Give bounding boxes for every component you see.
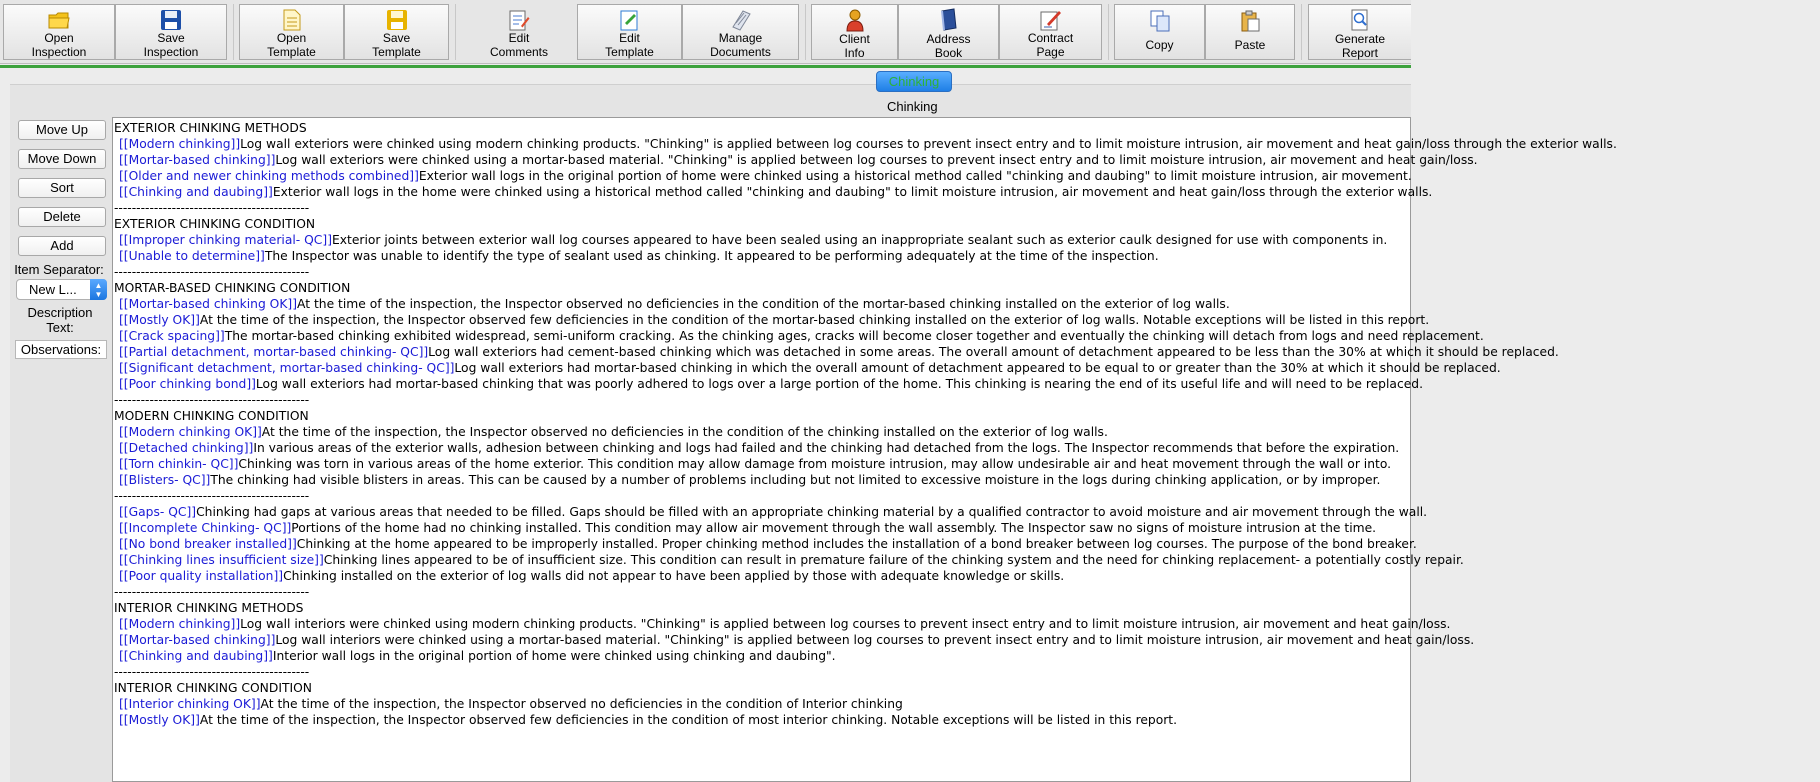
save-template-label: Save Template	[372, 31, 421, 59]
comment-text: Chinking at the home appeared to be improperly installed. Proper chinking method includes the installation of a bond breaker between log courses. The purpose of the bond breaker.	[296, 537, 1417, 551]
comment-item	[114, 440, 1410, 456]
comments-text-area[interactable]	[112, 117, 1617, 782]
paste-label: Paste	[1234, 38, 1266, 52]
toolbar-divider	[805, 4, 806, 60]
comment-item	[114, 360, 1501, 376]
person-icon	[843, 8, 867, 32]
folder-icon	[47, 8, 71, 31]
item-separator-select[interactable]	[16, 279, 107, 300]
comment-item	[114, 136, 1617, 152]
comment-tag: [[Torn chinkin- QC]]	[119, 457, 239, 471]
add-button[interactable]: Add	[18, 236, 106, 256]
comment-item	[114, 536, 1417, 552]
comment-text: At the time of the inspection, the Inspector observed few deficiencies in the condition of most interior chinking. Notable exceptions will be listed in this report.	[199, 713, 1178, 727]
comment-text: Log wall exteriors had mortar-based chinking that was poorly adhered to logs over a large portion of the home. This chinking is nearing the end of its useful life and will need to be replaced.	[255, 377, 1423, 391]
edit-comments-button[interactable]	[461, 4, 577, 60]
chevron-updown-icon: ▲ ▼	[90, 279, 107, 300]
comment-text: At the time of the inspection, the Inspector observed no deficiencies in the condition of Interior chinking	[260, 697, 903, 711]
main-toolbar	[0, 0, 1411, 64]
comment-tag: [[Modern chinking OK]]	[119, 425, 262, 439]
comment-text: The chinking had visible blisters in areas. This can be caused by a number of problems including but not limited to excessive moisture in the logs during chinking application, or by improper.	[210, 473, 1381, 487]
comment-text: The Inspector was unable to identify the type of sealant used as chinking. It appeared to be performing adequately at the time of the inspection.	[264, 249, 1159, 263]
edit-comments-label: Edit Comments	[489, 31, 548, 59]
comment-tag: [[Chinking and daubing]]	[119, 185, 273, 199]
comment-item	[114, 632, 1475, 648]
comment-text: Chinking installed on the exterior of log walls did not appear to have been applied by those with adequate knowledge or skills.	[283, 569, 1065, 583]
tab-chinking[interactable]: Chinking	[876, 71, 952, 92]
separator-line: --------------------------------------------	[114, 665, 310, 679]
comment-tag: [[Mortar-based chinking]]	[119, 153, 276, 167]
paste-icon	[1238, 8, 1262, 34]
separator-line: --------------------------------------------	[114, 265, 310, 279]
comment-text: In various areas of the exterior walls, adhesion between chinking and logs had failed and the chinking had detached from the logs. The Inspector recommends that before the expiration.	[253, 441, 1400, 455]
comment-item	[114, 712, 1410, 728]
observations-button[interactable]: Observations:	[15, 340, 107, 359]
comment-item	[114, 376, 1423, 392]
floppy-disk-icon	[159, 8, 183, 31]
contract-page-button[interactable]	[999, 4, 1102, 60]
open-inspection-button[interactable]	[3, 4, 115, 60]
edit-template-button[interactable]	[577, 4, 682, 60]
comment-item	[114, 232, 1410, 248]
comment-tag: [[Modern chinking]]	[119, 617, 241, 631]
comment-item	[114, 648, 1410, 664]
comment-item	[114, 312, 1430, 328]
comment-item	[114, 520, 1410, 536]
comment-tag: [[Partial detachment, mortar-based chinking- QC]]	[119, 345, 429, 359]
copy-icon	[1148, 8, 1172, 34]
comment-item	[114, 248, 1410, 264]
comment-tag: [[Interior chinking OK]]	[119, 697, 261, 711]
toolbar-accent-line	[0, 65, 1411, 68]
comment-text: Log wall exteriors were chinked using a mortar-based material. "Chinking" is applied between log courses to prevent insect entry and to limit moisture intrusion, air movement and heat gain/loss.	[275, 153, 1478, 167]
comment-text: Log wall exteriors had cement-based chinking which was detached in some areas. The overall amount of detachment appeared to be less than the 30% at which it should be replaced.	[428, 345, 1559, 359]
section-heading: MODERN CHINKING CONDITION	[114, 409, 309, 423]
open-template-label: Open Template	[267, 31, 316, 59]
toolbar-divider	[455, 4, 456, 60]
comment-text: Chinking lines appeared to be of insufficient size. This condition can result in premature failure of the chinking system and the need for chinking replacement- a potentially costly repair.	[323, 553, 1464, 567]
comment-tag: [[Unable to determine]]	[119, 249, 265, 263]
floppy-disk-icon	[385, 8, 409, 31]
comment-tag: [[Modern chinking]]	[119, 137, 241, 151]
section-heading: MORTAR-BASED CHINKING CONDITION	[114, 281, 351, 295]
section-heading: INTERIOR CHINKING METHODS	[114, 601, 304, 615]
comment-tag: [[Crack spacing]]	[119, 329, 225, 343]
manage-documents-button[interactable]	[682, 4, 799, 60]
comment-text: Log wall interiors were chinked using a mortar-based material. "Chinking" is applied between log courses to prevent insect entry and to limit moisture intrusion, air movement and heat gain/loss.	[275, 633, 1475, 647]
pen-document-icon	[1039, 8, 1063, 31]
comment-tag: [[No bond breaker installed]]	[119, 537, 297, 551]
comment-tag: [[Incomplete Chinking- QC]]	[119, 521, 292, 535]
comment-text: Log wall interiors were chinked using modern chinking products. "Chinking" is applied between log courses to prevent insect entry and to limit moisture intrusion, air movement and heat gain/loss.	[240, 617, 1451, 631]
comment-text: At the time of the inspection, the Inspector observed no deficiencies in the condition of the mortar-based chinking installed on the exterior of log walls.	[297, 297, 1230, 311]
sort-button[interactable]: Sort	[18, 178, 106, 198]
separator-line: --------------------------------------------	[114, 393, 310, 407]
comment-text: The mortar-based chinking exhibited widespread, semi-uniform cracking. As the chinking ages, cracks will become closer together and eventually the chinking will detach from logs and need replacement.	[224, 329, 1484, 343]
move-up-button[interactable]: Move Up	[18, 120, 106, 140]
contract-page-label: Contract Page	[1027, 31, 1074, 59]
comment-text: Exterior joints between exterior wall log courses appeared to have been sealed using an inappropriate sealant such as exterior caulk designed for use with components in.	[332, 233, 1388, 247]
edit-document-icon	[507, 8, 531, 31]
comment-item	[114, 616, 1451, 632]
toolbar-divider	[1301, 4, 1302, 60]
scroll-icon	[729, 8, 753, 31]
section-heading: EXTERIOR CHINKING METHODS	[114, 121, 307, 135]
comment-tag: [[Mostly OK]]	[119, 313, 200, 327]
report-icon	[1348, 8, 1372, 32]
paste-button[interactable]	[1205, 4, 1295, 60]
save-inspection-button[interactable]	[115, 4, 227, 60]
comment-item	[114, 184, 1433, 200]
comment-tag: [[Chinking lines insufficient size]]	[119, 553, 324, 567]
section-heading: EXTERIOR CHINKING CONDITION	[114, 217, 316, 231]
comment-tag: [[Significant detachment, mortar-based chinking- QC]]	[119, 361, 455, 375]
address-book-button[interactable]	[898, 4, 999, 60]
comment-tag: [[Poor quality installation]]	[119, 569, 284, 583]
book-icon	[937, 8, 961, 32]
comment-tag: [[Mortar-based chinking]]	[119, 633, 276, 647]
comment-item	[114, 696, 1410, 712]
comment-tag: [[Chinking and daubing]]	[119, 649, 273, 663]
item-separator-label: Item Separator:	[14, 262, 104, 277]
open-template-button[interactable]	[239, 4, 344, 60]
copy-label: Copy	[1145, 38, 1174, 52]
separator-line: --------------------------------------------	[114, 489, 310, 503]
comment-text: Exterior wall logs in the original portion of home were chinked using a historical method called "chinking and daubing" to limit moisture intrusion, air movement.	[418, 169, 1412, 183]
comment-item	[114, 152, 1478, 168]
save-inspection-label: Save Inspection	[143, 31, 199, 59]
client-info-button[interactable]	[811, 4, 898, 60]
comment-item	[114, 296, 1410, 312]
comment-tag: [[Blisters- QC]]	[119, 473, 211, 487]
edit-document-icon	[618, 8, 642, 31]
comment-text: Portions of the home had no chinking installed. This condition may allow air movement through the wall assembly. The Inspector saw no signs of moisture intrusion at the time.	[291, 521, 1377, 535]
comment-item	[114, 552, 1464, 568]
panel-title-text: Chinking	[887, 99, 938, 114]
toolbar-divider	[233, 4, 234, 60]
section-heading: INTERIOR CHINKING CONDITION	[114, 681, 312, 695]
comment-text: At the time of the inspection, the Inspector observed few deficiencies in the condition of the mortar-based chinking installed on the exterior of log walls. Notable exceptions will be listed in this report.	[199, 313, 1430, 327]
generate-report-button[interactable]	[1308, 4, 1411, 60]
open-inspection-label: Open Inspection	[31, 31, 87, 59]
comment-text: Chinking was torn in various areas of the home exterior. This condition may allow damage from moisture intrusion, may allow undesirable air and heat movement through the wall or into.	[238, 457, 1392, 471]
comment-tag: [[Gaps- QC]]	[119, 505, 197, 519]
save-template-button[interactable]	[344, 4, 449, 60]
comment-text: Interior wall logs in the original portion of home were chinked using chinking and daubing".	[272, 649, 836, 663]
manage-documents-label: Manage Documents	[710, 31, 771, 59]
comment-tag: [[Improper chinking material- QC]]	[119, 233, 332, 247]
comment-text: Log wall exteriors were chinked using modern chinking products. "Chinking" is applied between log courses to prevent insect entry and to limit moisture intrusion, air movement and heat gain/loss through the exterior walls.	[240, 137, 1617, 151]
comment-item	[114, 456, 1410, 472]
item-separator-value: New L...	[29, 282, 77, 297]
delete-button[interactable]: Delete	[18, 207, 106, 227]
move-down-button[interactable]: Move Down	[18, 149, 106, 169]
generate-report-label: Generate Report	[1334, 32, 1386, 60]
comment-tag: [[Mortar-based chinking OK]]	[119, 297, 298, 311]
client-info-label: Client Info	[839, 32, 870, 60]
address-book-label: Address Book	[926, 32, 971, 60]
comment-tag: [[Older and newer chinking methods combined]]	[119, 169, 419, 183]
comment-item	[114, 344, 1559, 360]
comment-text: Chinking had gaps at various areas that needed to be filled. Gaps should be filled with an appropriate chinking material by a qualified contractor to avoid moisture and air movement through the wall.	[196, 505, 1428, 519]
comment-item	[114, 472, 1410, 488]
comment-item	[114, 504, 1428, 520]
comment-tag: [[Detached chinking]]	[119, 441, 254, 455]
comment-item	[114, 168, 1410, 184]
comment-item	[114, 424, 1410, 440]
toolbar-divider	[1108, 4, 1109, 60]
comment-text: Log wall exteriors had mortar-based chinking in which the overall amount of detachment appeared to be equal to or greater than the 30% at which it should be replaced.	[454, 361, 1501, 375]
edit-template-label: Edit Template	[605, 31, 654, 59]
comment-item	[114, 568, 1410, 584]
copy-button[interactable]	[1114, 4, 1205, 60]
separator-line: --------------------------------------------	[114, 201, 310, 215]
comment-text: At the time of the inspection, the Inspector observed no deficiencies in the condition of the chinking installed on the exterior of log walls.	[261, 425, 1108, 439]
separator-line: --------------------------------------------	[114, 585, 310, 599]
document-icon	[280, 8, 304, 31]
comment-tag: [[Mostly OK]]	[119, 713, 200, 727]
comment-text: Exterior wall logs in the home were chinked using a historical method called "chinking and daubing" to limit moisture intrusion, air movement and heat gain/loss through the exterior walls.	[272, 185, 1433, 199]
comment-tag: [[Poor chinking bond]]	[119, 377, 256, 391]
comment-item	[114, 328, 1484, 344]
description-text-label: Description Text:	[27, 305, 93, 335]
